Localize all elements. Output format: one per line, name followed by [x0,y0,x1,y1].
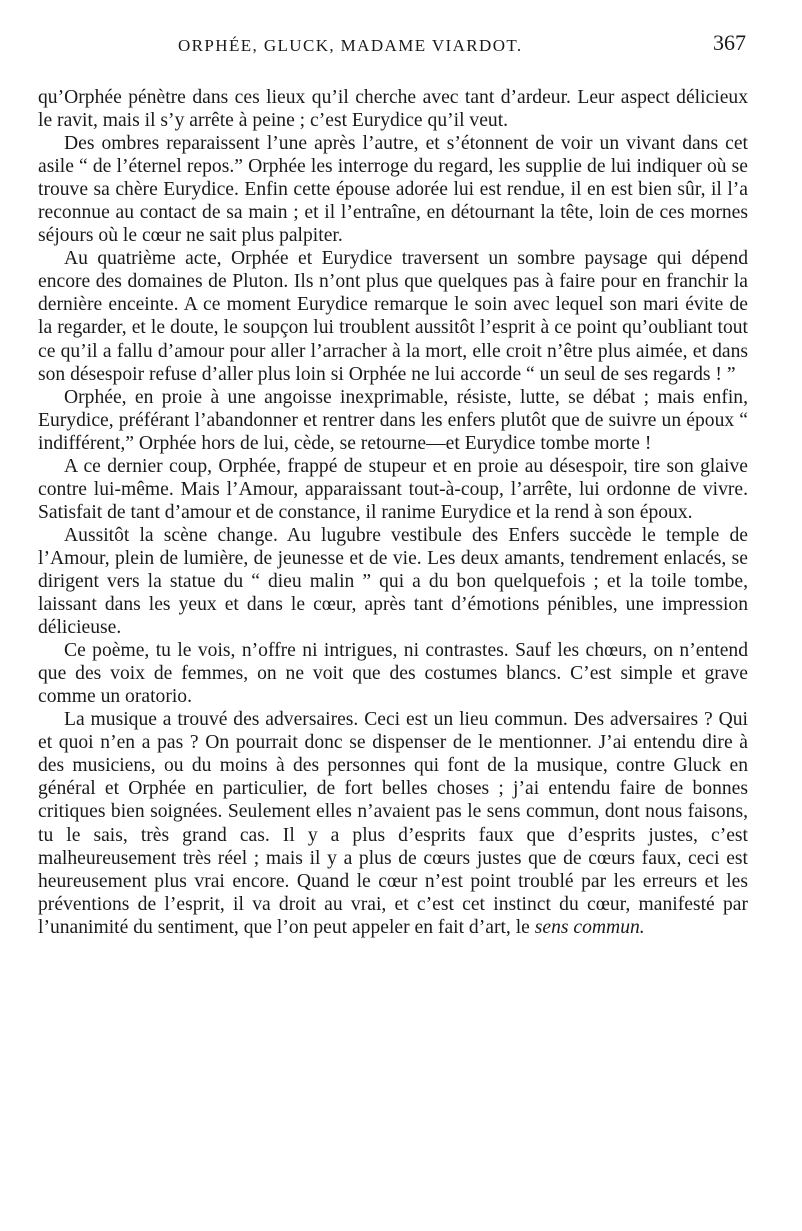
paragraph-text: Au quatrième acte, Orphée et Eurydice traversent un sombre paysage qui dépend encore des domaines de Pluton. Ils n’ont plus que quelques pas à faire pour en franchir la dernière enceinte. A ce moment Eurydice remarque le soin avec lequel son mari évite de la regarder, et le doute, le soupçon lui troublent aussitôt l’esprit à ce point qu’oubliant tout ce qu’il a fallu d’amour pour aller l’arracher à la mort, elle croit n’être plus aimée, et dans son désespoir refuse d’aller plus loin si Orphée ne lui accorde “ un seul de ses regards ! ” [38,248,748,385]
paragraph-text: Orphée, en proie à une angoisse inexprimable, résiste, lutte, se débat ; mais enfin, Eurydice, préférant l’abandonner et rentrer dans les enfers plutôt que de suivre un époux “ indifférent,” Orphée hors de lui, cède, se retourne—et Eurydice tombe morte ! [38,386,748,454]
paragraph [38,524,748,639]
paragraph [38,386,748,455]
running-title: ORPHÉE, GLUCK, MADAME VIARDOT. [178,36,523,55]
paragraph-text: qu’Orphée pénètre dans ces lieux qu’il cherche avec tant d’ardeur. Leur aspect délicieux le ravit, mais il s’y arrête à peine ; c’est Eurydice qu’il veut. [38,87,748,132]
paragraph-text: Des ombres reparaissent l’une après l’autre, et s’étonnent de voir un vivant dans cet asile “ de l’éternel repos.” Orphée les interroge du regard, les supplie de lui indiquer où se trouve sa chère Eurydice. Enfin cette épouse adorée lui est rendue, il en est bien sûr, il l’a reconnue au contact de sa main ; et il l’entraîne, en détournant la tête, loin de ces mornes séjours où le cœur ne sait plus palpiter. [38,133,748,247]
paragraph [38,132,748,247]
paragraph-text: Ce poème, tu le vois, n’offre ni intrigues, ni contrastes. Sauf les chœurs, on n’entend que des voix de femmes, on ne voit que des costumes blancs. C’est simple et grave comme un oratorio. [38,640,748,708]
paragraph [38,247,748,385]
italic-term: sens commun. [534,916,645,938]
body-text [38,86,748,939]
paragraph [38,708,748,938]
paragraph [38,86,748,132]
paragraph-text: Aussitôt la scène change. Au lugubre vestibule des Enfers succède le temple de l’Amour, plein de lumière, de jeunesse et de vie. Les deux amants, tendrement enlacés, se dirigent vers la statue du “ dieu malin ” qui a du bon quelquefois ; et la toile tombe, laissant dans les yeux et dans le cœur, après tant d’émotions pénibles, une impression délicieuse. [38,524,748,639]
paragraph [38,455,748,524]
page-number: 367 [713,30,746,55]
paragraph-text: La musique a trouvé des adversaires. Ceci est un lieu commun. Des adversaires ? Qui et quoi n’en a pas ? On pourrait donc se dispenser de le mentionner. J’ai entendu dire à des musiciens, ou du moins à des personnes qui font de la musique, contre Gluck en général et Orphée en particulier, de fort belles choses ; j’ai entendu faire de bonnes critiques bien soignées. Seulement elles n’avaient pas le sens commun, dont nous faisons, tu le sais, très grand cas. Il y a plus d’esprits faux que d’esprits justes, c’est malheureusement très réel ; mais il y a plus de cœurs justes que de cœurs faux, ceci est heureusement plus vrai encore. Quand le cœur n’est point troublé par les erreurs et les préventions de l’esprit, il va droit au vrai, et c’est cet instinct du cœur, manifesté par l’unanimité du sentiment, que l’on peut appeler en fait d’art, le [38,709,748,938]
paragraph-text: A ce dernier coup, Orphée, frappé de stupeur et en proie au désespoir, tire son glaive contre lui-même. Mais l’Amour, apparaissant tout-à-coup, l’arrête, lui ordonne de vivre. Satisfait de tant d’amour et de constance, il ranime Eurydice et la rend à son époux. [38,455,748,523]
paragraph [38,639,748,708]
running-head [38,30,748,70]
